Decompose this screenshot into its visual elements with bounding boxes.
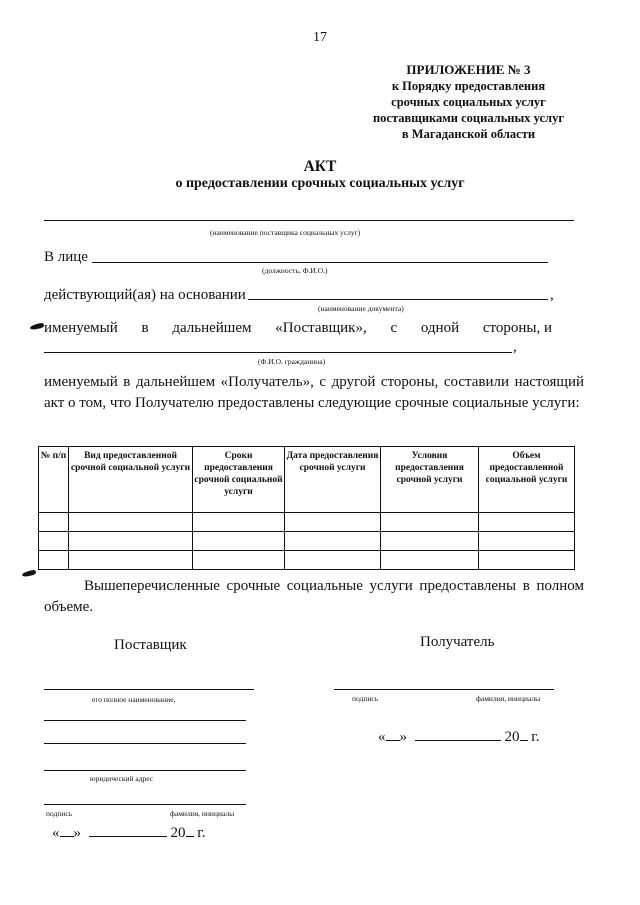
margin-mark — [22, 569, 37, 577]
table-row — [39, 551, 575, 570]
table-cell[interactable] — [381, 551, 479, 570]
document-subtitle: о предоставлении срочных социальных услуг — [175, 176, 465, 191]
table-cell[interactable] — [193, 513, 285, 532]
supplier-label: Поставщик — [114, 637, 187, 653]
date-quote-close: » — [399, 729, 407, 745]
page-number: 17 — [313, 30, 327, 45]
table-cell[interactable] — [479, 551, 575, 570]
table-cell[interactable] — [69, 513, 193, 532]
supplier-signature-caption: подпись — [46, 809, 73, 818]
table-cell[interactable] — [285, 532, 381, 551]
table-cell[interactable] — [381, 513, 479, 532]
provider-name-caption: (наименование поставщика социальных услуг) — [210, 228, 361, 237]
table-cell[interactable] — [479, 532, 575, 551]
named-word: именуемый — [44, 320, 118, 336]
named-word: дальнейшем — [172, 320, 252, 336]
table-header: Условия предоставления срочной услуги — [381, 447, 479, 513]
supplier-initials-caption: фамилия, инициалы — [170, 809, 235, 818]
recipient-signature-line[interactable] — [334, 689, 554, 690]
named-word: одной — [420, 320, 460, 336]
date-day-field[interactable] — [386, 728, 400, 741]
table-cell[interactable] — [39, 513, 69, 532]
acting-basis-line[interactable] — [248, 299, 548, 300]
table-row — [39, 532, 575, 551]
appendix-line: поставщиками социальных услуг — [372, 111, 564, 125]
services-table — [38, 446, 575, 570]
conclusion-paragraph: Вышеперечисленные срочные социальные услуги предоставлены в полном объеме. — [44, 578, 584, 615]
supplier-name-line[interactable] — [44, 689, 254, 690]
table-header: Объем предоставленной социальной услуги — [479, 447, 575, 513]
date-year-field[interactable] — [186, 824, 194, 837]
in-person-line[interactable] — [92, 262, 548, 263]
acting-basis-comma: , — [550, 287, 554, 303]
recipient-label: Получатель — [420, 634, 495, 650]
supplier-name-caption: его полное наименование, — [92, 695, 176, 704]
appendix-line: в Магаданской области — [401, 127, 536, 141]
citizen-comma: , — [513, 339, 517, 355]
table-cell[interactable] — [69, 551, 193, 570]
appendix-line: к Порядку предоставления — [391, 79, 546, 93]
citizen-caption: (Ф.И.О. гражданина) — [258, 357, 326, 366]
supplier-signature-line[interactable] — [44, 804, 246, 805]
table-cell[interactable] — [39, 551, 69, 570]
table-header: Сроки предоставления срочной социальной услуги — [193, 447, 285, 513]
table-header-row — [39, 447, 575, 513]
provider-name-line[interactable] — [44, 220, 574, 221]
appendix-line: срочных социальных услуг — [391, 95, 546, 109]
acting-basis-label: действующий(ая) на основании — [44, 287, 246, 303]
date-month-field[interactable] — [415, 728, 501, 741]
citizen-name-line[interactable] — [44, 352, 512, 353]
date-quote-open: « — [378, 729, 386, 745]
table-cell[interactable] — [381, 532, 479, 551]
supplier-name-line-2[interactable] — [44, 720, 246, 721]
margin-mark — [30, 322, 45, 330]
named-word: стороны, и — [482, 320, 552, 336]
date-year-suffix: г. — [197, 825, 206, 841]
table-cell[interactable] — [193, 532, 285, 551]
table-cell[interactable] — [479, 513, 575, 532]
table-header: Дата предоставления срочной услуги — [285, 447, 381, 513]
date-day-field[interactable] — [60, 824, 74, 837]
table-cell[interactable] — [193, 551, 285, 570]
recipient-paragraph: именуемый в дальнейшем «Получатель», с другой стороны, составили настоящий акт о том, что Получателю предоставлены следующие срочные социальные услуги: — [44, 374, 584, 411]
date-month-field[interactable] — [89, 824, 167, 837]
named-provider-line — [44, 320, 552, 337]
appendix-heading: ПРИЛОЖЕНИЕ № 3 — [406, 62, 531, 77]
date-quote-open: « — [52, 825, 60, 841]
recipient-date — [378, 728, 539, 746]
recipient-signature-caption: подпись — [352, 694, 379, 703]
table-header: Вид предоставленной срочной социальной услуги — [69, 447, 193, 513]
table-cell[interactable] — [285, 551, 381, 570]
table-cell[interactable] — [69, 532, 193, 551]
supplier-address-caption: юридический адрес — [90, 774, 154, 783]
date-year-suffix: г. — [531, 729, 540, 745]
date-quote-close: » — [73, 825, 81, 841]
named-word: с — [390, 320, 398, 336]
date-year: 20 — [170, 825, 186, 841]
named-word: «Поставщик», — [275, 320, 367, 336]
table-row — [39, 513, 575, 532]
table-cell[interactable] — [39, 532, 69, 551]
supplier-date — [52, 824, 205, 842]
document-title: АКТ — [303, 158, 337, 175]
date-year: 20 — [504, 729, 520, 745]
in-person-caption: (должность, Ф.И.О.) — [262, 266, 328, 275]
supplier-name-line-3[interactable] — [44, 743, 246, 744]
named-word: в — [141, 320, 149, 336]
in-person-label: В лице — [44, 249, 88, 265]
acting-basis-caption: (наименование документа) — [318, 304, 404, 313]
date-year-field[interactable] — [520, 728, 528, 741]
appendix-block — [373, 62, 564, 142]
table-header: № п/п — [39, 447, 69, 513]
supplier-address-line[interactable] — [44, 770, 246, 771]
recipient-initials-caption: фамилия, инициалы — [476, 694, 541, 703]
table-cell[interactable] — [285, 513, 381, 532]
